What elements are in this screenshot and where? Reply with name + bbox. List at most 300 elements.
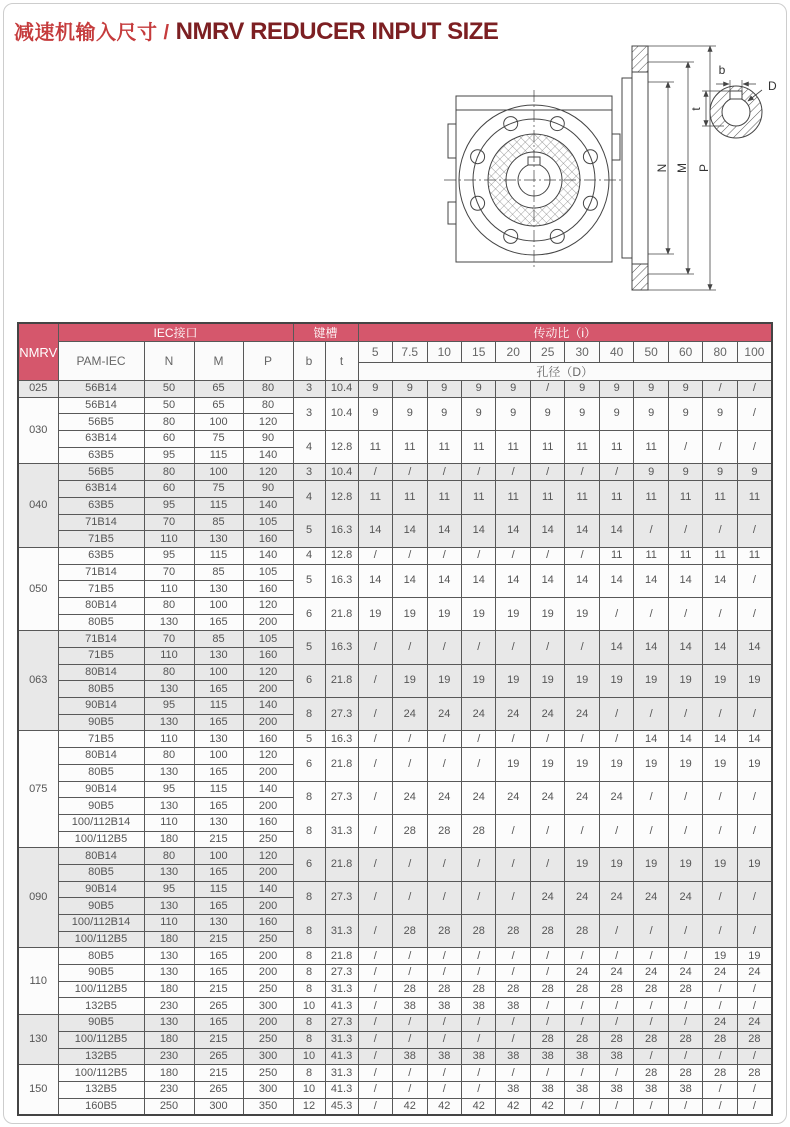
m-cell: 165: [194, 681, 243, 698]
keyway-t-cell: 27.3: [325, 698, 358, 731]
bore-d-cell: 19: [599, 848, 633, 881]
keyway-t-cell: 10.4: [325, 381, 358, 398]
dimension-label-p: P: [697, 163, 711, 173]
p-cell: 250: [243, 1065, 293, 1082]
bore-d-cell: 24: [737, 1015, 772, 1032]
pam-iec-cell: 80B5: [58, 764, 144, 781]
header-ratio-15: 15: [461, 342, 495, 363]
pam-iec-cell: 132B5: [58, 998, 144, 1015]
bore-d-cell: 28: [461, 814, 495, 847]
pam-iec-cell: 80B14: [58, 848, 144, 865]
bore-d-cell: 28: [737, 1031, 772, 1048]
bore-d-cell: /: [703, 814, 737, 847]
bore-d-cell: /: [634, 1048, 668, 1065]
bore-d-cell: /: [703, 998, 737, 1015]
bore-d-cell: 19: [668, 748, 702, 781]
pam-iec-cell: 100/112B5: [58, 1065, 144, 1082]
bore-d-cell: /: [393, 881, 427, 914]
p-cell: 250: [243, 1031, 293, 1048]
p-cell: 300: [243, 1048, 293, 1065]
n-cell: 80: [144, 414, 194, 431]
p-cell: 160: [243, 915, 293, 932]
table-row: [18, 664, 772, 681]
keyway-t-cell: 31.3: [325, 981, 358, 998]
p-cell: 160: [243, 731, 293, 748]
m-cell: 165: [194, 898, 243, 915]
bore-d-cell: 38: [496, 998, 530, 1015]
bore-d-cell: /: [461, 881, 495, 914]
bore-d-cell: /: [530, 965, 564, 982]
bore-d-cell: /: [358, 631, 392, 664]
model-cell: 030: [18, 397, 58, 464]
bore-d-cell: 38: [496, 1081, 530, 1098]
keyway-b-cell: 5: [293, 631, 325, 664]
n-cell: 50: [144, 381, 194, 398]
bore-d-cell: 9: [737, 464, 772, 481]
bore-d-cell: 9: [393, 397, 427, 430]
bore-d-cell: /: [737, 915, 772, 948]
bore-d-cell: 9: [565, 397, 599, 430]
table-row: [18, 814, 772, 831]
m-cell: 115: [194, 447, 243, 464]
bore-d-cell: 28: [668, 981, 702, 998]
p-cell: 350: [243, 1098, 293, 1115]
keyway-t-cell: 27.3: [325, 881, 358, 914]
m-cell: 130: [194, 915, 243, 932]
bore-d-cell: 24: [565, 698, 599, 731]
bore-d-cell: /: [358, 1098, 392, 1115]
p-cell: 200: [243, 714, 293, 731]
bore-d-cell: /: [565, 547, 599, 564]
bore-d-cell: /: [737, 981, 772, 998]
bore-d-cell: 19: [737, 848, 772, 881]
bore-d-cell: 11: [668, 547, 702, 564]
table-row: [18, 431, 772, 448]
bore-d-cell: /: [461, 1065, 495, 1082]
bore-d-cell: 9: [461, 397, 495, 430]
bore-d-cell: /: [358, 1015, 392, 1032]
bore-d-cell: 19: [599, 664, 633, 697]
header-pam-iec: PAM-IEC: [58, 342, 144, 381]
bore-d-cell: 28: [530, 981, 564, 998]
header-ratio-30: 30: [565, 342, 599, 363]
bore-d-cell: 14: [668, 631, 702, 664]
bore-d-cell: 19: [634, 664, 668, 697]
n-cell: 80: [144, 748, 194, 765]
pam-iec-cell: 71B14: [58, 631, 144, 648]
bore-d-cell: /: [737, 998, 772, 1015]
bore-d-cell: 38: [461, 998, 495, 1015]
bore-d-cell: 14: [461, 564, 495, 597]
bore-d-cell: 28: [565, 1031, 599, 1048]
bore-d-cell: /: [737, 514, 772, 547]
bore-d-cell: 11: [737, 547, 772, 564]
bore-d-cell: /: [599, 464, 633, 481]
bore-d-cell: 24: [565, 781, 599, 814]
p-cell: 80: [243, 397, 293, 414]
header-ratio-40: 40: [599, 342, 633, 363]
bore-d-cell: /: [427, 965, 461, 982]
bore-d-cell: 9: [461, 381, 495, 398]
bore-d-cell: 9: [634, 464, 668, 481]
table-row: [18, 1048, 772, 1065]
bore-d-cell: /: [358, 1081, 392, 1098]
p-cell: 120: [243, 597, 293, 614]
bore-d-cell: /: [427, 731, 461, 748]
keyway-b-cell: 8: [293, 948, 325, 965]
bore-d-cell: /: [496, 631, 530, 664]
table-row: [18, 1098, 772, 1115]
bore-d-cell: /: [358, 965, 392, 982]
bore-d-cell: 19: [565, 664, 599, 697]
keyway-b-cell: 8: [293, 915, 325, 948]
m-cell: 265: [194, 1048, 243, 1065]
keyway-b-cell: 5: [293, 731, 325, 748]
m-cell: 130: [194, 648, 243, 665]
keyway-t-cell: 12.8: [325, 547, 358, 564]
n-cell: 130: [144, 714, 194, 731]
bore-d-cell: /: [461, 948, 495, 965]
bore-d-cell: /: [530, 814, 564, 847]
bore-d-cell: /: [358, 1065, 392, 1082]
keyway-b-cell: 8: [293, 781, 325, 814]
keyway-b-cell: 6: [293, 664, 325, 697]
p-cell: 140: [243, 881, 293, 898]
model-cell: 110: [18, 948, 58, 1015]
bore-d-cell: 19: [393, 664, 427, 697]
p-cell: 120: [243, 748, 293, 765]
n-cell: 130: [144, 864, 194, 881]
bore-d-cell: /: [530, 631, 564, 664]
m-cell: 115: [194, 497, 243, 514]
bore-d-cell: 11: [427, 431, 461, 464]
keyway-b-cell: 3: [293, 381, 325, 398]
bore-d-cell: /: [427, 1081, 461, 1098]
bore-d-cell: /: [668, 1015, 702, 1032]
m-cell: 265: [194, 998, 243, 1015]
dimension-label-t: t: [689, 107, 703, 111]
bore-d-cell: /: [427, 881, 461, 914]
bore-d-cell: /: [599, 1065, 633, 1082]
keyway-b-cell: 4: [293, 481, 325, 514]
p-cell: 140: [243, 547, 293, 564]
n-cell: 180: [144, 1031, 194, 1048]
pam-iec-cell: 90B5: [58, 798, 144, 815]
bore-d-cell: 24: [530, 781, 564, 814]
bore-d-cell: 24: [461, 781, 495, 814]
n-cell: 130: [144, 764, 194, 781]
bore-d-cell: 11: [565, 481, 599, 514]
m-cell: 130: [194, 581, 243, 598]
bore-d-cell: /: [358, 848, 392, 881]
m-cell: 215: [194, 831, 243, 848]
bore-d-cell: 9: [599, 397, 633, 430]
dimension-label-d: D: [768, 79, 777, 93]
bore-d-cell: 42: [496, 1098, 530, 1115]
bore-d-cell: /: [565, 1098, 599, 1115]
bore-d-cell: 19: [358, 597, 392, 630]
bore-d-cell: /: [358, 915, 392, 948]
bore-d-cell: /: [668, 431, 702, 464]
table-header: [18, 323, 772, 381]
bore-d-cell: 9: [634, 397, 668, 430]
keyway-b-cell: 8: [293, 1031, 325, 1048]
bore-d-cell: 19: [737, 748, 772, 781]
keyway-t-cell: 27.3: [325, 1015, 358, 1032]
m-cell: 265: [194, 1081, 243, 1098]
bore-d-cell: 9: [358, 397, 392, 430]
bore-d-cell: /: [358, 1031, 392, 1048]
keyway-b-cell: 8: [293, 814, 325, 847]
bore-d-cell: /: [668, 915, 702, 948]
pam-iec-cell: 80B5: [58, 614, 144, 631]
pam-iec-cell: 56B14: [58, 381, 144, 398]
bore-d-cell: /: [461, 464, 495, 481]
pam-iec-cell: 80B5: [58, 864, 144, 881]
n-cell: 70: [144, 564, 194, 581]
bore-d-cell: /: [599, 1015, 633, 1032]
header-iec-group: IEC接口: [58, 323, 293, 342]
p-cell: 200: [243, 864, 293, 881]
keyway-t-cell: 31.3: [325, 1031, 358, 1048]
bore-d-cell: /: [358, 881, 392, 914]
bore-d-cell: /: [703, 981, 737, 998]
bore-d-cell: /: [496, 848, 530, 881]
keyway-t-cell: 21.8: [325, 848, 358, 881]
bore-d-cell: /: [496, 1031, 530, 1048]
bore-d-cell: 28: [634, 1031, 668, 1048]
bore-d-cell: 28: [427, 814, 461, 847]
bore-d-cell: 11: [599, 481, 633, 514]
bore-d-cell: 14: [599, 631, 633, 664]
table-row: [18, 481, 772, 498]
table-row: [18, 564, 772, 581]
bore-d-cell: /: [393, 1065, 427, 1082]
table-row: [18, 981, 772, 998]
n-cell: 130: [144, 1015, 194, 1032]
m-cell: 85: [194, 514, 243, 531]
bore-d-cell: 19: [634, 748, 668, 781]
pam-iec-cell: 71B5: [58, 648, 144, 665]
n-cell: 110: [144, 648, 194, 665]
bore-d-cell: /: [496, 1065, 530, 1082]
bore-d-cell: /: [634, 597, 668, 630]
bore-d-cell: 28: [427, 981, 461, 998]
bore-d-cell: 11: [358, 431, 392, 464]
bore-d-cell: 14: [565, 564, 599, 597]
bore-d-cell: 24: [599, 781, 633, 814]
bore-d-cell: 9: [496, 397, 530, 430]
m-cell: 165: [194, 864, 243, 881]
p-cell: 200: [243, 1015, 293, 1032]
reducer-front-view: [444, 90, 624, 270]
bore-d-cell: /: [393, 965, 427, 982]
n-cell: 230: [144, 998, 194, 1015]
bore-d-cell: 42: [427, 1098, 461, 1115]
m-cell: 165: [194, 948, 243, 965]
bore-d-cell: 14: [703, 631, 737, 664]
n-cell: 110: [144, 731, 194, 748]
p-cell: 300: [243, 1081, 293, 1098]
bore-d-cell: /: [427, 1015, 461, 1032]
bore-d-cell: 24: [393, 781, 427, 814]
bore-d-cell: /: [461, 631, 495, 664]
m-cell: 165: [194, 614, 243, 631]
bore-d-cell: 11: [530, 481, 564, 514]
header-ratio-60: 60: [668, 342, 702, 363]
bore-d-cell: 19: [461, 664, 495, 697]
n-cell: 95: [144, 447, 194, 464]
bore-d-cell: /: [703, 597, 737, 630]
model-cell: 040: [18, 464, 58, 547]
bore-d-cell: /: [634, 698, 668, 731]
page-title-zh: 减速机输入尺寸 /: [14, 22, 176, 44]
m-cell: 85: [194, 564, 243, 581]
bore-d-cell: 28: [393, 814, 427, 847]
bore-d-cell: /: [427, 1031, 461, 1048]
bore-d-cell: 9: [703, 464, 737, 481]
header-ratio-80: 80: [703, 342, 737, 363]
bore-d-cell: /: [393, 464, 427, 481]
bore-d-cell: 11: [358, 481, 392, 514]
bore-d-cell: /: [393, 547, 427, 564]
bore-d-cell: /: [565, 731, 599, 748]
bore-d-cell: /: [427, 464, 461, 481]
table-row: [18, 698, 772, 715]
keyway-t-cell: 21.8: [325, 664, 358, 697]
keyway-t-cell: 31.3: [325, 915, 358, 948]
bore-d-cell: /: [737, 1081, 772, 1098]
header-n: N: [144, 342, 194, 381]
technical-drawing: [398, 6, 782, 311]
dimension-label-b: b: [718, 63, 726, 77]
p-cell: 120: [243, 664, 293, 681]
header-b: b: [293, 342, 325, 381]
reducer-input-size-table: [17, 322, 773, 1116]
n-cell: 80: [144, 464, 194, 481]
p-cell: 160: [243, 648, 293, 665]
n-cell: 80: [144, 664, 194, 681]
pam-iec-cell: 80B5: [58, 681, 144, 698]
keyway-b-cell: 8: [293, 1065, 325, 1082]
m-cell: 165: [194, 965, 243, 982]
bore-d-cell: 19: [393, 597, 427, 630]
bore-d-cell: 38: [565, 1081, 599, 1098]
bore-d-cell: 38: [599, 1048, 633, 1065]
pam-iec-cell: 63B14: [58, 481, 144, 498]
bore-d-cell: /: [668, 698, 702, 731]
n-cell: 130: [144, 798, 194, 815]
bore-d-cell: /: [737, 698, 772, 731]
bore-d-cell: 28: [530, 1031, 564, 1048]
bore-d-cell: 24: [668, 881, 702, 914]
keyway-b-cell: 6: [293, 597, 325, 630]
bore-d-cell: 19: [703, 848, 737, 881]
bore-d-cell: 24: [427, 698, 461, 731]
bore-d-cell: 11: [427, 481, 461, 514]
bore-d-cell: 42: [461, 1098, 495, 1115]
bore-d-cell: 14: [599, 514, 633, 547]
keyway-b-cell: 10: [293, 998, 325, 1015]
bore-d-cell: /: [358, 1048, 392, 1065]
keyway-t-cell: 21.8: [325, 948, 358, 965]
m-cell: 115: [194, 547, 243, 564]
bore-d-cell: 24: [565, 965, 599, 982]
p-cell: 300: [243, 998, 293, 1015]
bore-d-cell: 19: [634, 848, 668, 881]
table-row: [18, 1065, 772, 1082]
pam-iec-cell: 71B14: [58, 564, 144, 581]
m-cell: 100: [194, 414, 243, 431]
bore-d-cell: /: [358, 948, 392, 965]
bore-d-cell: /: [496, 464, 530, 481]
keyway-b-cell: 8: [293, 981, 325, 998]
bore-d-cell: /: [393, 848, 427, 881]
p-cell: 120: [243, 848, 293, 865]
bore-d-cell: 38: [393, 1048, 427, 1065]
bore-d-cell: 24: [634, 965, 668, 982]
p-cell: 90: [243, 431, 293, 448]
keyway-b-cell: 5: [293, 514, 325, 547]
bore-d-cell: 11: [496, 481, 530, 514]
bore-d-cell: /: [599, 731, 633, 748]
header-ratio-5: 5: [358, 342, 392, 363]
n-cell: 70: [144, 514, 194, 531]
bore-d-cell: 24: [599, 881, 633, 914]
bore-d-cell: /: [393, 1015, 427, 1032]
bore-d-cell: /: [703, 915, 737, 948]
bore-d-cell: 19: [496, 597, 530, 630]
bore-d-cell: /: [737, 814, 772, 847]
keyway-t-cell: 41.3: [325, 1081, 358, 1098]
bore-d-cell: 28: [461, 915, 495, 948]
bore-d-cell: 24: [634, 881, 668, 914]
bore-d-cell: /: [668, 514, 702, 547]
bore-d-cell: 14: [634, 564, 668, 597]
bore-d-cell: 11: [634, 481, 668, 514]
pam-iec-cell: 100/112B5: [58, 931, 144, 948]
bore-d-cell: /: [565, 1065, 599, 1082]
bore-d-cell: 11: [703, 547, 737, 564]
bore-d-cell: 24: [496, 781, 530, 814]
keyway-b-cell: 4: [293, 431, 325, 464]
n-cell: 110: [144, 581, 194, 598]
bore-d-cell: 19: [703, 748, 737, 781]
m-cell: 215: [194, 1065, 243, 1082]
model-cell: 063: [18, 631, 58, 731]
bore-d-cell: 9: [703, 397, 737, 430]
p-cell: 200: [243, 948, 293, 965]
bore-d-cell: /: [565, 814, 599, 847]
header-ratio-25: 25: [530, 342, 564, 363]
bore-d-cell: /: [737, 431, 772, 464]
bore-d-cell: /: [496, 814, 530, 847]
bore-d-cell: 38: [461, 1048, 495, 1065]
bore-d-cell: /: [461, 748, 495, 781]
keyway-t-cell: 31.3: [325, 1065, 358, 1082]
bore-d-cell: /: [496, 948, 530, 965]
bore-d-cell: /: [427, 948, 461, 965]
bore-d-cell: 14: [496, 514, 530, 547]
bore-d-cell: /: [737, 1098, 772, 1115]
table-row: [18, 781, 772, 798]
bore-d-cell: /: [599, 698, 633, 731]
header-ratio-20: 20: [496, 342, 530, 363]
bore-d-cell: /: [496, 1015, 530, 1032]
pam-iec-cell: 80B5: [58, 948, 144, 965]
pam-iec-cell: 63B5: [58, 447, 144, 464]
p-cell: 200: [243, 681, 293, 698]
